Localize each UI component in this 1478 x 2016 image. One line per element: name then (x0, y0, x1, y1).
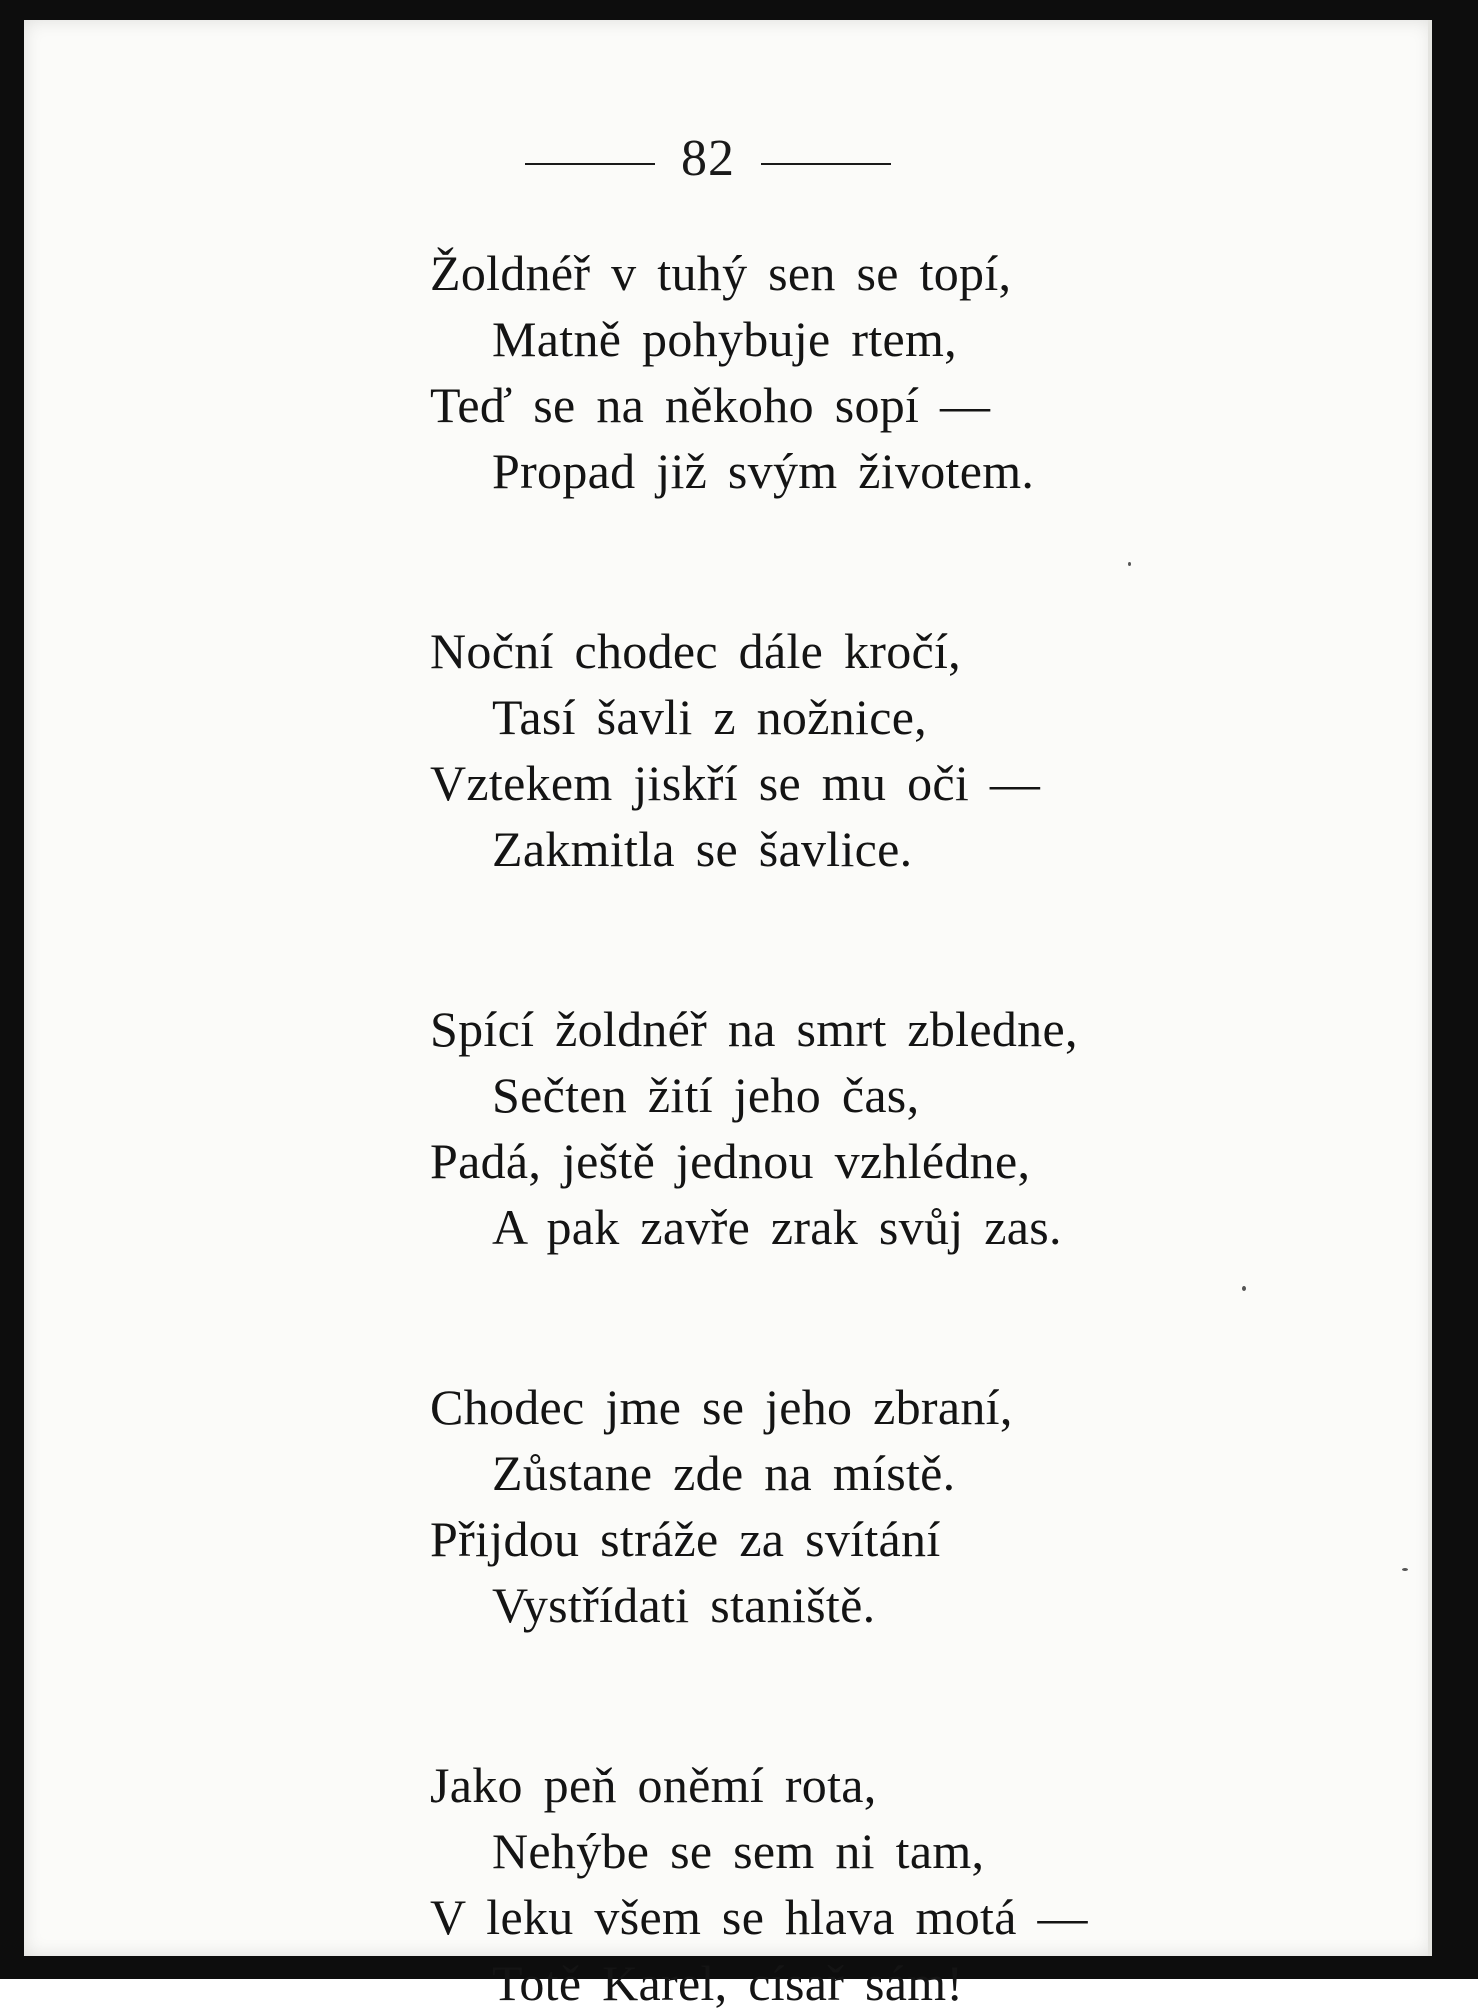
poem-line: A pak zavře zrak svůj zas. (492, 1199, 1062, 1255)
poem-line: Padá, ještě jednou vzhlédne, (430, 1133, 1031, 1189)
poem-line: Spící žoldnéř na smrt zbledne, (430, 1001, 1078, 1057)
scan-speck (1128, 562, 1131, 566)
poem-line: Vystřídati staniště. (492, 1577, 876, 1633)
page-number: 82 (681, 129, 735, 187)
stanza-4 (430, 1374, 1430, 1638)
stanza-1 (430, 240, 1430, 504)
stanza-2 (430, 618, 1430, 882)
poem-line: Tasí šavli z nožnice, (492, 689, 927, 745)
poem-line: Totě Karel, císař sám! (492, 1955, 964, 2011)
poem-line: Přijdou stráže za svítání (430, 1511, 941, 1567)
stanza-3 (430, 996, 1430, 1260)
poem-line: Žoldnéř v tuhý sen se topí, (430, 245, 1012, 301)
scan-speck (1402, 1568, 1408, 1571)
page-header (24, 128, 1432, 188)
poem-line: V leku všem se hlava motá — (430, 1889, 1088, 1945)
poem-line: Zakmitla se šavlice. (492, 821, 913, 877)
poem-line: Teď se na někoho sopí — (430, 377, 991, 433)
poem-line: Propad již svým životem. (492, 443, 1035, 499)
poem-line: Sečten žití jeho čas, (492, 1067, 920, 1123)
page-number-rule-left (525, 163, 655, 165)
poem-line: Vztekem jiskří se mu oči — (430, 755, 1041, 811)
poem-line: Noční chodec dále kročí, (430, 623, 961, 679)
poem-line: Chodec jme se jeho zbraní, (430, 1379, 1013, 1435)
poem (430, 240, 1430, 2016)
page-number-rule-right (761, 163, 891, 165)
book-page (24, 20, 1432, 2011)
poem-line: Zůstane zde na místě. (492, 1445, 956, 1501)
scan-speck (1242, 1286, 1246, 1291)
poem-line: Nehýbe se sem ni tam, (492, 1823, 985, 1879)
poem-line: Jako peň oněmí rota, (430, 1757, 877, 1813)
poem-line: Matně pohybuje rtem, (492, 311, 957, 367)
stanza-5 (430, 1752, 1430, 2016)
